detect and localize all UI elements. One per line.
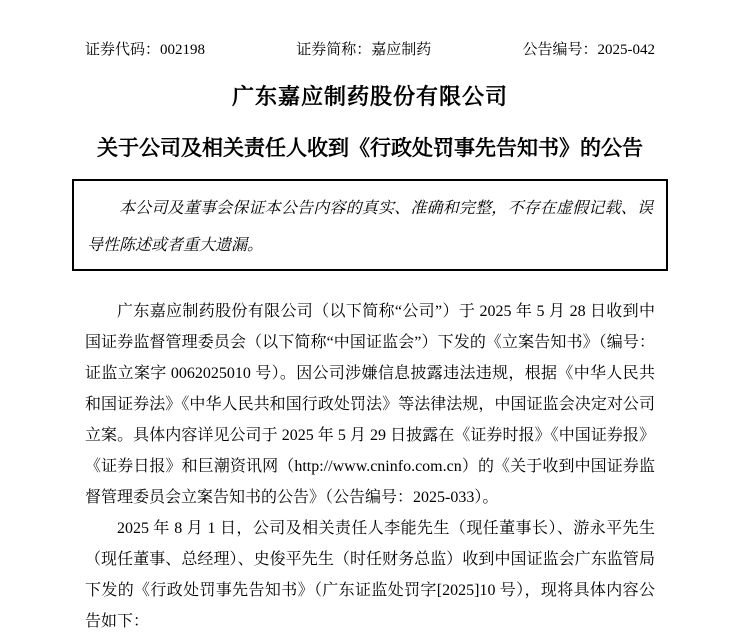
stock-code-value: 002198 <box>160 42 206 58</box>
stock-name <box>296 38 431 59</box>
announcement-body <box>85 296 655 635</box>
body-paragraph-2: 2025 年 8 月 1 日，公司及相关责任人李能先生（现任董事长）、游永平先生（现任董事、总经理）、史俊平先生（时任财务总监）收到中国证监会广东监管局下发的《行政处罚事先告知书》（广东证监处罚字[2025]10 号），现将具体内容公告如下： <box>85 520 655 630</box>
announcement-number-value: 2025-042 <box>597 42 655 58</box>
stock-code <box>85 38 205 59</box>
announcement-subtitle: 关于公司及相关责任人收到《行政处罚事先告知书》的公告 <box>97 137 643 160</box>
company-title: 广东嘉应制药股份有限公司 <box>231 84 508 109</box>
stock-code-label: 证券代码： <box>85 42 161 58</box>
announcement-number <box>522 38 655 59</box>
announcement-number-label: 公告编号： <box>522 42 598 58</box>
stock-name-label: 证券简称： <box>296 42 372 58</box>
securities-header <box>85 38 655 59</box>
declaration-text: 本公司及董事会保证本公告内容的真实、准确和完整，不存在虚假记载、误导性陈述或者重大遗漏。 <box>87 200 653 254</box>
declaration-box <box>72 179 668 271</box>
stock-name-value: 嘉应制药 <box>371 42 432 58</box>
body-paragraph-1: 广东嘉应制药股份有限公司（以下简称“公司”）于 2025 年 5 月 28 日收到中国证券监督管理委员会（以下简称“中国证监会”）下发的《立案告知书》（编号：证监立案字 0062025010 号）。因公司涉嫌信息披露违法违规，根据《中华人民共和国证券法》《中华人民共和国行政处罚法》等法律法规，中国证监会决定对公司立案。具体内容详见公司于 2025 年 5 月 29 日披露在《证券时报》《中国证券报》《证券日报》和巨潮资讯网（http://www.cninfo.com.cn）的《关于收到中国证券监督管理委员会立案告知书的公告》（公告编号：2025-033）。 <box>85 303 655 506</box>
